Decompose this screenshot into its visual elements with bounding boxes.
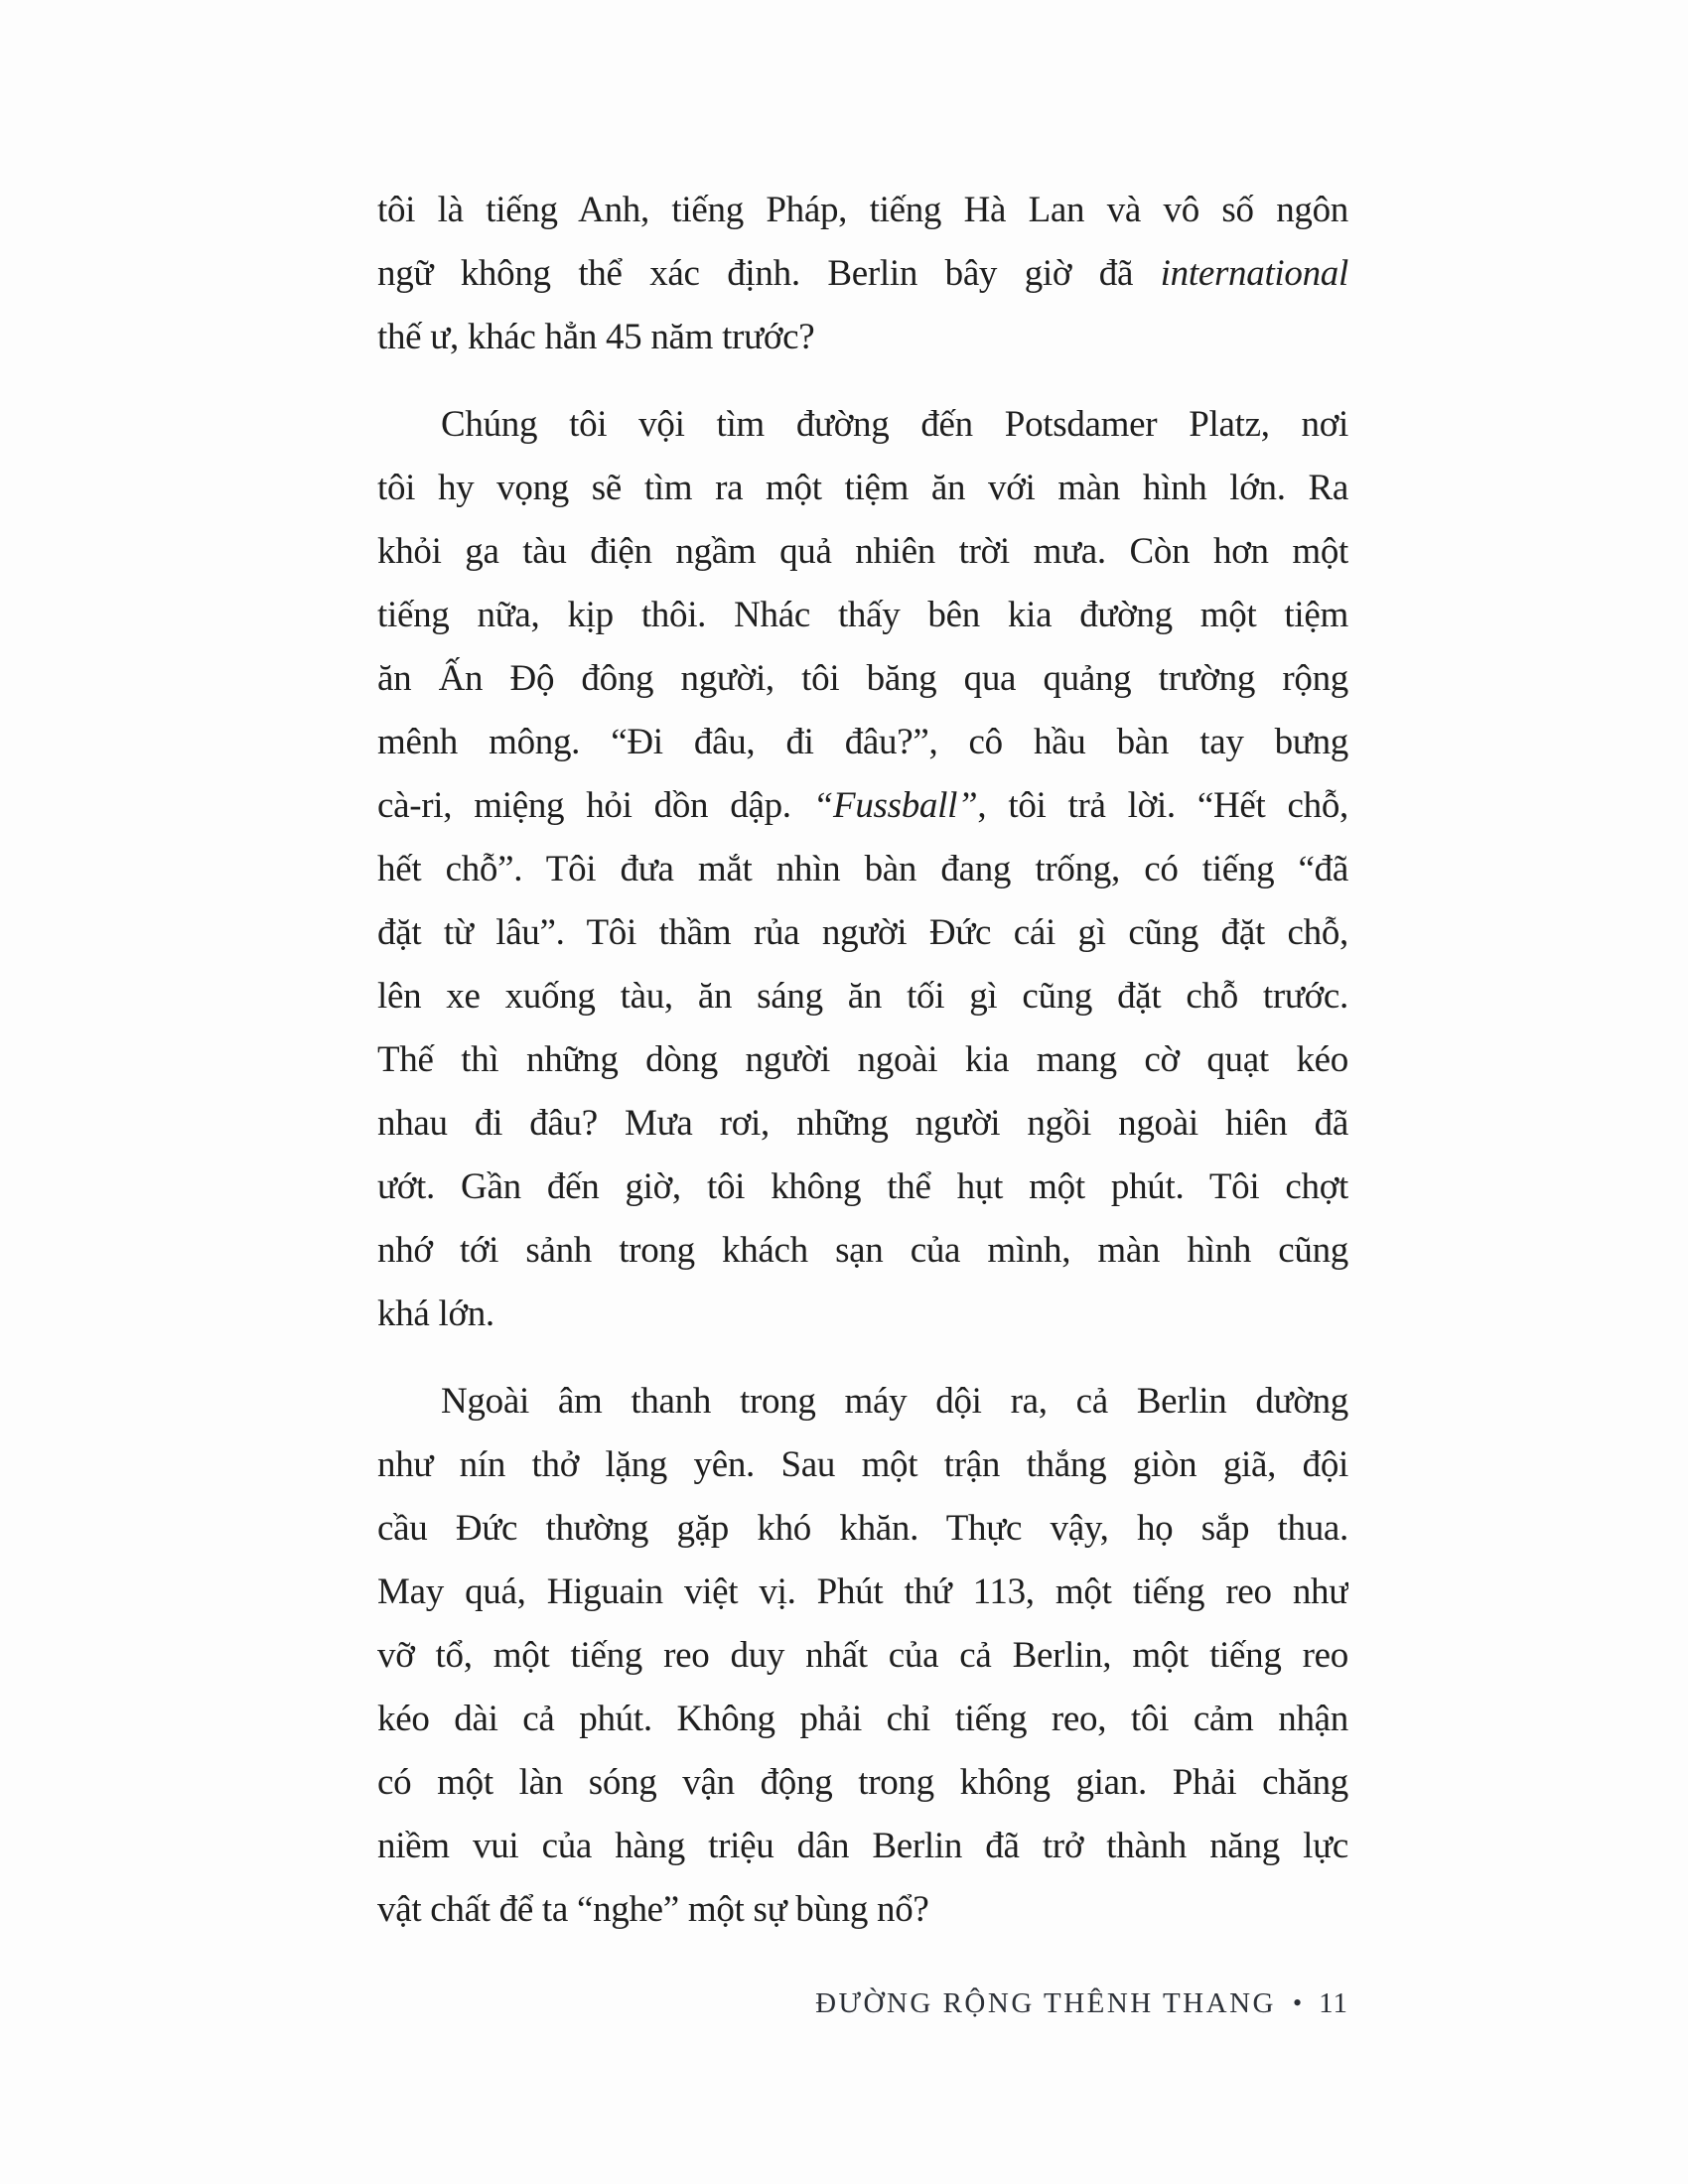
text-segment: cầu Đức thường gặp khó khăn. Thực vậy, họ sắp thua. [377,1508,1348,1549]
text-segment: đặt từ lâu”. Tôi thầm rủa người Đức cái gì cũng đặt chỗ, [377,912,1348,953]
paragraph [377,393,1348,1346]
text-segment: tôi là tiếng Anh, tiếng Pháp, tiếng Hà Lan và vô số ngôn [377,190,1348,230]
text-segment: nhau đi đâu? Mưa rơi, những người ngồi ngoài hiên đã [377,1103,1348,1144]
text-segment: như nín thở lặng yên. Sau một trận thắng giòn giã, đội [377,1444,1348,1485]
text-line [377,1878,1348,1942]
text-segment: kéo dài cả phút. Không phải chỉ tiếng reo, tôi cảm nhận [377,1699,1348,1739]
text-segment: ướt. Gần đến giờ, tôi không thể hụt một phút. Tôi chợt [377,1166,1348,1207]
page-footer [377,1985,1348,2021]
paragraph [377,1370,1348,1942]
dot-separator-icon: • [1292,1988,1303,2017]
paragraph [377,179,1348,369]
text-line [377,1028,1348,1092]
page-number: 11 [1319,1987,1348,2019]
text-segment: hết chỗ”. Tôi đưa mắt nhìn bàn đang trống, có tiếng “đã [377,849,1348,889]
text-segment: Thế thì những dòng người ngoài kia mang cờ quạt kéo [377,1039,1348,1080]
text-line [377,584,1348,647]
text-segment: khá lớn. [377,1294,494,1334]
text-segment: cà-ri, miệng hỏi dồn dập. [377,785,813,826]
text-line [377,1433,1348,1497]
text-line [377,520,1348,584]
text-line [377,965,1348,1028]
text-segment: ngữ không thể xác định. Berlin bây giờ đã [377,253,1161,294]
italic-text: international [1160,253,1348,294]
text-line [377,1219,1348,1283]
text-segment: niềm vui của hàng triệu dân Berlin đã trở thành năng lực [377,1826,1348,1866]
text-line [377,1751,1348,1815]
text-line [377,306,1348,369]
body-text [377,179,1348,1942]
text-segment: Chúng tôi vội tìm đường đến Potsdamer Platz, nơi [441,404,1348,445]
text-segment: mênh mông. “Đi đâu, đi đâu?”, cô hầu bàn tay bưng [377,722,1348,762]
text-segment: nhớ tới sảnh trong khách sạn của mình, màn hình cũng [377,1230,1348,1271]
text-line [377,1624,1348,1688]
text-segment: có một làn sóng vận động trong không gian. Phải chăng [377,1762,1348,1803]
text-line [377,1561,1348,1624]
text-segment: vật chất để ta “nghe” một sự bùng nổ? [377,1889,929,1930]
italic-text: “Fussball” [812,785,978,826]
text-line [377,179,1348,242]
text-segment: Ngoài âm thanh trong máy dội ra, cả Berlin dường [441,1381,1348,1422]
text-line [377,711,1348,774]
text-line [377,1092,1348,1156]
text-segment: khỏi ga tàu điện ngầm quả nhiên trời mưa. Còn hơn một [377,531,1348,572]
text-line [377,1815,1348,1878]
text-segment: tiếng nữa, kịp thôi. Nhác thấy bên kia đường một tiệm [377,595,1348,635]
text-line [377,1497,1348,1561]
chapter-title: ĐƯỜNG RỘNG THÊNH THANG [815,1987,1276,2019]
text-segment: ăn Ấn Độ đông người, tôi băng qua quảng trường rộng [377,658,1348,699]
text-line [377,647,1348,711]
text-line [377,901,1348,965]
text-line [377,1156,1348,1219]
text-segment: thế ư, khác hẳn 45 năm trước? [377,317,815,357]
text-segment: lên xe xuống tàu, ăn sáng ăn tối gì cũng đặt chỗ trước. [377,976,1348,1017]
text-segment: May quá, Higuain việt vị. Phút thứ 113, một tiếng reo như [377,1571,1348,1612]
text-segment: tôi hy vọng sẽ tìm ra một tiệm ăn với màn hình lớn. Ra [377,468,1348,508]
text-line [377,457,1348,520]
text-line [377,838,1348,901]
text-line [377,242,1348,306]
text-segment: vỡ tổ, một tiếng reo duy nhất của cả Berlin, một tiếng reo [377,1635,1348,1676]
text-segment: , tôi trả lời. “Hết chỗ, [977,785,1348,826]
text-line [377,1370,1348,1433]
text-line [377,774,1348,838]
text-line [377,393,1348,457]
text-line [377,1688,1348,1751]
text-line [377,1283,1348,1346]
